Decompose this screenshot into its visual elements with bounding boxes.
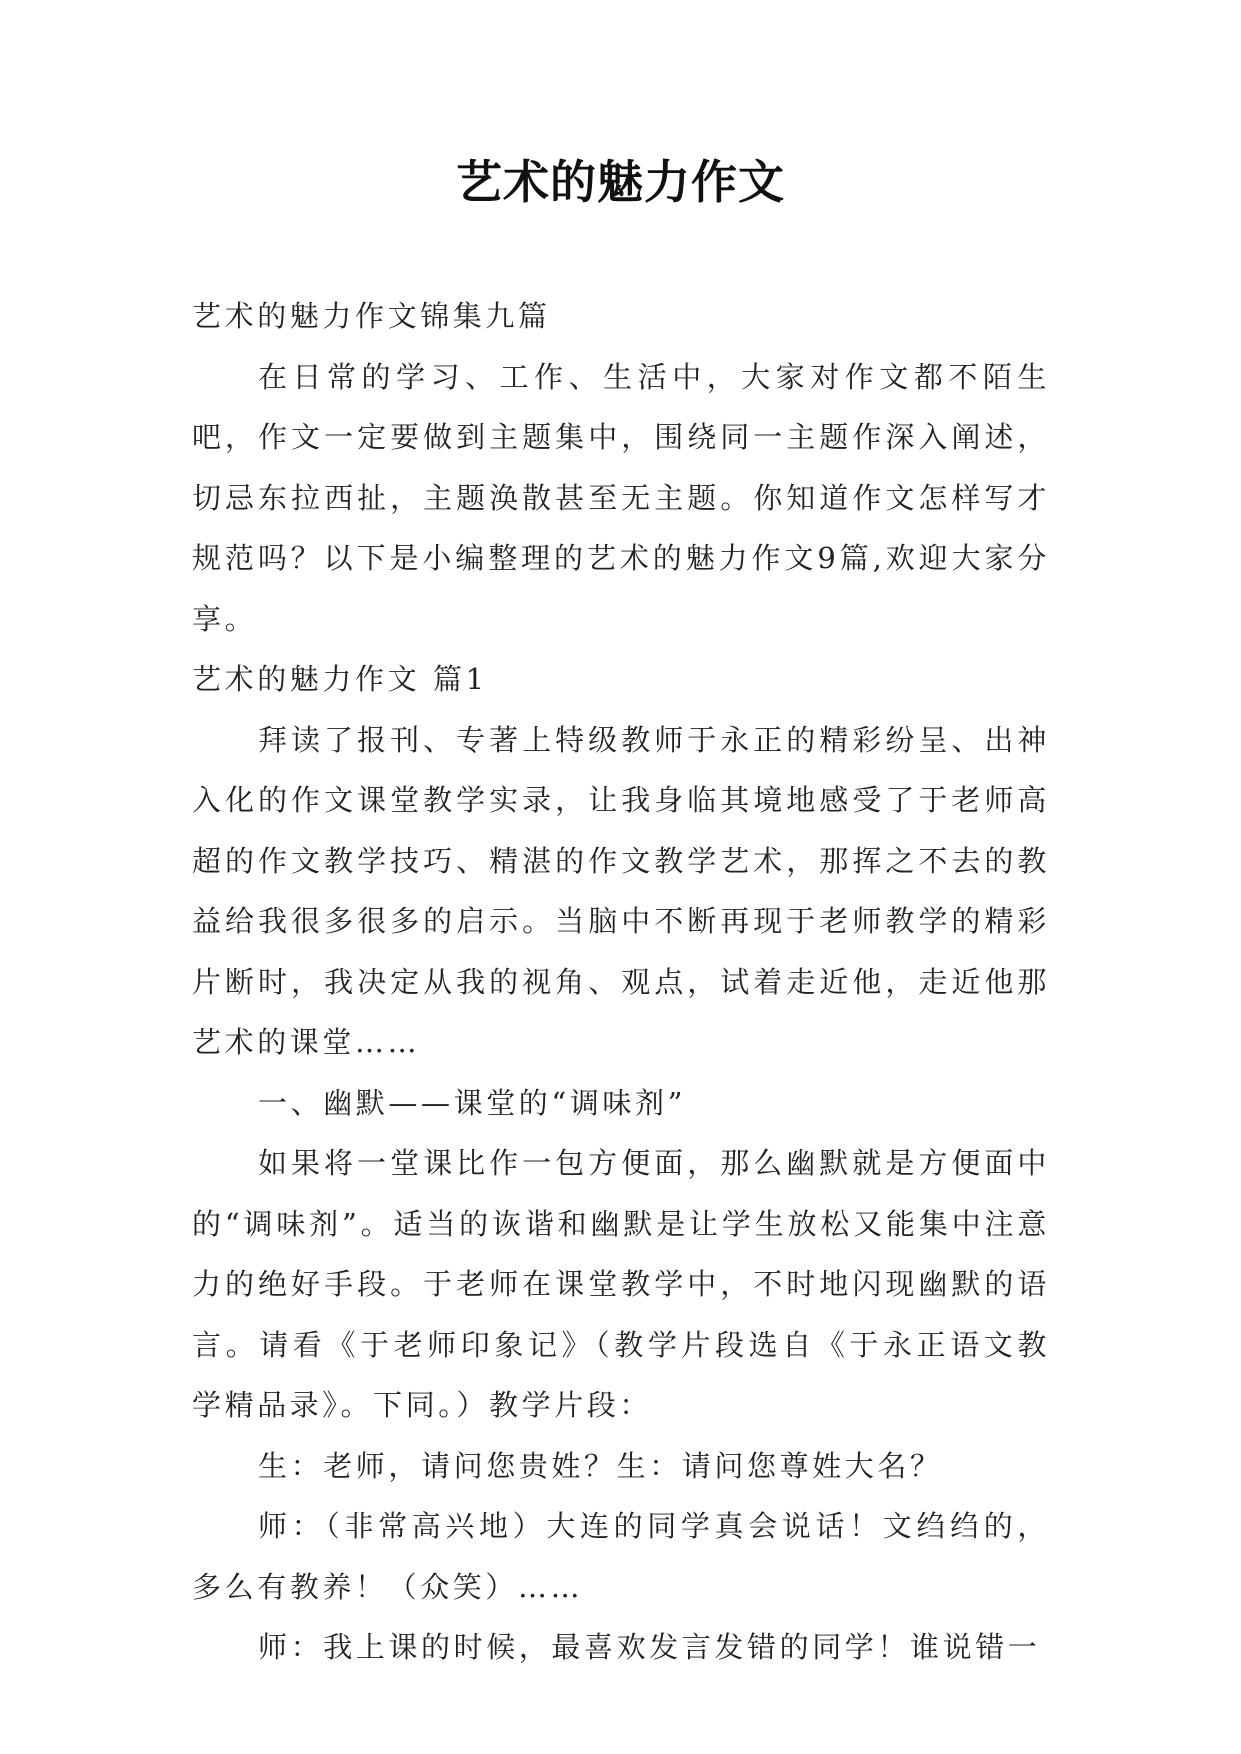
subtitle-line: 艺术的魅力作文锦集九篇 bbox=[192, 299, 551, 333]
subsection-heading: 一、幽默——课堂的“调味剂” bbox=[258, 1085, 687, 1120]
document-title: 艺术的魅力作文 bbox=[456, 155, 785, 209]
intro-paragraph: 在日常的学习、工作、生活中，大家对作文都不陌生吧，作文一定要做到主题集中，围绕同一主题作深入阐述，切忌东拉西扯，主题涣散甚至无主题。你知道作文怎样写才规范吗？以下是小编整理的艺术的魅力作文9篇,欢迎大家分享。 bbox=[192, 359, 1050, 636]
dialogue-line: 生：老师，请问您贵姓？生：请问您尊姓大名？ bbox=[258, 1448, 943, 1483]
body-paragraph: 如果将一堂课比作一包方便面，那么幽默就是方便面中的“调味剂”。适当的诙谐和幽默是让学生放松又能集中注意力的绝好手段。于老师在课堂教学中，不时地闪现幽默的语言。请看《于老师印象记》（教学片段选自《于永正语文教学精品录》。下同。）教学片段： bbox=[192, 1146, 1050, 1422]
document-body bbox=[192, 286, 1050, 1678]
body-paragraph: 拜读了报刊、专著上特级教师于永正的精彩纷呈、出神入化的作文课堂教学实录，让我身临其境地感受了于老师高超的作文教学技巧、精湛的作文教学艺术，那挥之不去的教益给我很多很多的启示。当脑中不断再现于老师教学的精彩片断时，我决定从我的视角、观点，试着走近他，走近他那艺术的课堂…… bbox=[192, 722, 1050, 1059]
dialogue-line: 师：我上课的时候，最喜欢发言发错的同学！谁说错一 bbox=[258, 1630, 1041, 1664]
section-heading: 艺术的魅力作文 篇1 bbox=[192, 662, 488, 696]
dialogue-line: 师：（非常高兴地）大连的同学真会说话！文绉绉的，多么有教养！（众笑）…… bbox=[192, 1509, 1050, 1604]
